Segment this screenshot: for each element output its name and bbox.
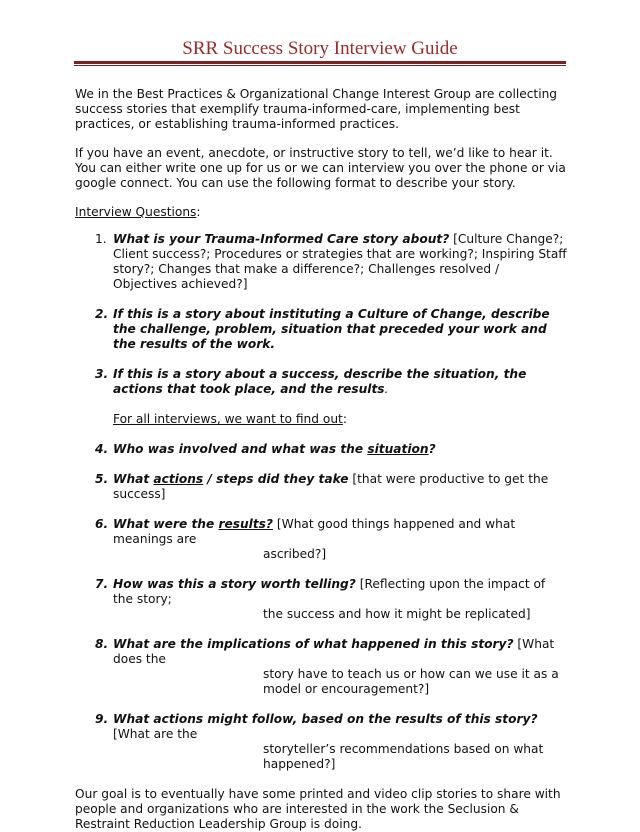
question-4-underlined: situation — [367, 442, 429, 456]
intro-paragraph-2: If you have an event, anecdote, or instructive story to tell, we’d like to hear it. You can either write one up for us or we can interview you over the phone or via google connect. You can use the following format to describe your story. — [75, 146, 566, 190]
find-out-line — [75, 412, 567, 427]
question-3 — [75, 367, 567, 397]
question-4-end: ? — [428, 442, 436, 456]
closing-paragraph: Our goal is to eventually have some printed and video clip stories to share with people and organizations who are interested in the work the Seclusion & Restraint Reduction Leadership Group is doing. — [75, 787, 561, 831]
question-5-mid: / steps did they take — [203, 472, 349, 486]
question-6-lead: What were the — [113, 517, 219, 531]
question-4-lead: Who was involved and what was the — [113, 442, 368, 456]
question-6-rest-1: [What good things happened and what meanings are — [113, 517, 516, 546]
question-8-rest-2: story have to teach us or how can we use it as a — [263, 667, 559, 681]
question-1-number: 1. — [95, 232, 107, 246]
question-2-number: 2. — [95, 307, 109, 321]
question-7-lead: How was this a story worth telling? — [113, 577, 356, 591]
question-9 — [75, 712, 567, 772]
question-3-end: . — [384, 382, 389, 396]
question-9-rest-3: happened?] — [263, 757, 336, 771]
intro-paragraph-1: We in the Best Practices & Organizational Change Interest Group are collecting success stories that exemplify trauma-informed-care, implementing best practices, or establishing trauma-informed practices. — [75, 87, 558, 131]
question-7-number: 7. — [95, 577, 109, 591]
question-4 — [75, 442, 567, 457]
question-5-number: 5. — [95, 472, 109, 486]
question-1 — [75, 232, 567, 292]
question-5-lead: What — [113, 472, 154, 486]
find-out-label: For all interviews, we want to find out — [113, 412, 343, 426]
question-4-number: 4. — [95, 442, 109, 456]
question-6-number: 6. — [95, 517, 109, 531]
question-9-rest-2: storyteller’s recommendations based on what — [263, 742, 544, 756]
question-6-rest-2: ascribed?] — [263, 547, 327, 561]
question-1-rest: [Culture Change?; Client success?; Procedures or strategies that are working?; Inspiring Staff story?; Changes that make a difference?; Challenges resolved / Objectives achieved?] — [113, 232, 567, 291]
question-5-rest: [that were productive to get the success] — [113, 472, 549, 501]
question-7-rest-2: the success and how it might be replicated] — [263, 607, 531, 621]
question-7-rest-1: [Reflecting upon the impact of the story; — [113, 577, 546, 606]
question-8 — [75, 637, 567, 697]
question-2 — [75, 307, 567, 352]
question-8-lead: What are the implications of what happened in this story? — [113, 637, 514, 651]
title-rule-thick — [74, 61, 566, 64]
interview-questions-heading — [75, 205, 567, 220]
document-title: SRR Success Story Interview Guide — [182, 38, 458, 59]
question-1-lead: What is your Trauma-Informed Care story about? — [113, 232, 450, 246]
question-7 — [75, 577, 567, 622]
question-5 — [75, 472, 567, 502]
question-8-rest-1: [What does the — [113, 637, 555, 666]
question-6 — [75, 517, 567, 562]
interview-questions-colon: : — [196, 205, 201, 219]
document-body — [75, 87, 567, 832]
find-out-colon: : — [342, 412, 347, 426]
question-3-lead: If this is a story about a success, describe the situation, the actions that took place, and the results — [113, 367, 527, 396]
question-9-lead: What actions might follow, based on the results of this story? — [113, 712, 538, 726]
question-6-underlined: results? — [218, 517, 274, 531]
question-8-rest-3: model or encouragement?] — [263, 682, 430, 696]
question-2-lead: If this is a story about instituting a Culture of Change, describe the challenge, problem, situation that preceded your work and the results of the work. — [113, 307, 550, 351]
interview-questions-label: Interview Questions — [75, 205, 197, 219]
title-rule-thin — [74, 65, 566, 66]
question-8-number: 8. — [95, 637, 109, 651]
question-3-number: 3. — [95, 367, 109, 381]
question-5-underlined: actions — [153, 472, 204, 486]
question-9-rest-1: [What are the — [113, 727, 198, 741]
question-9-number: 9. — [95, 712, 109, 726]
